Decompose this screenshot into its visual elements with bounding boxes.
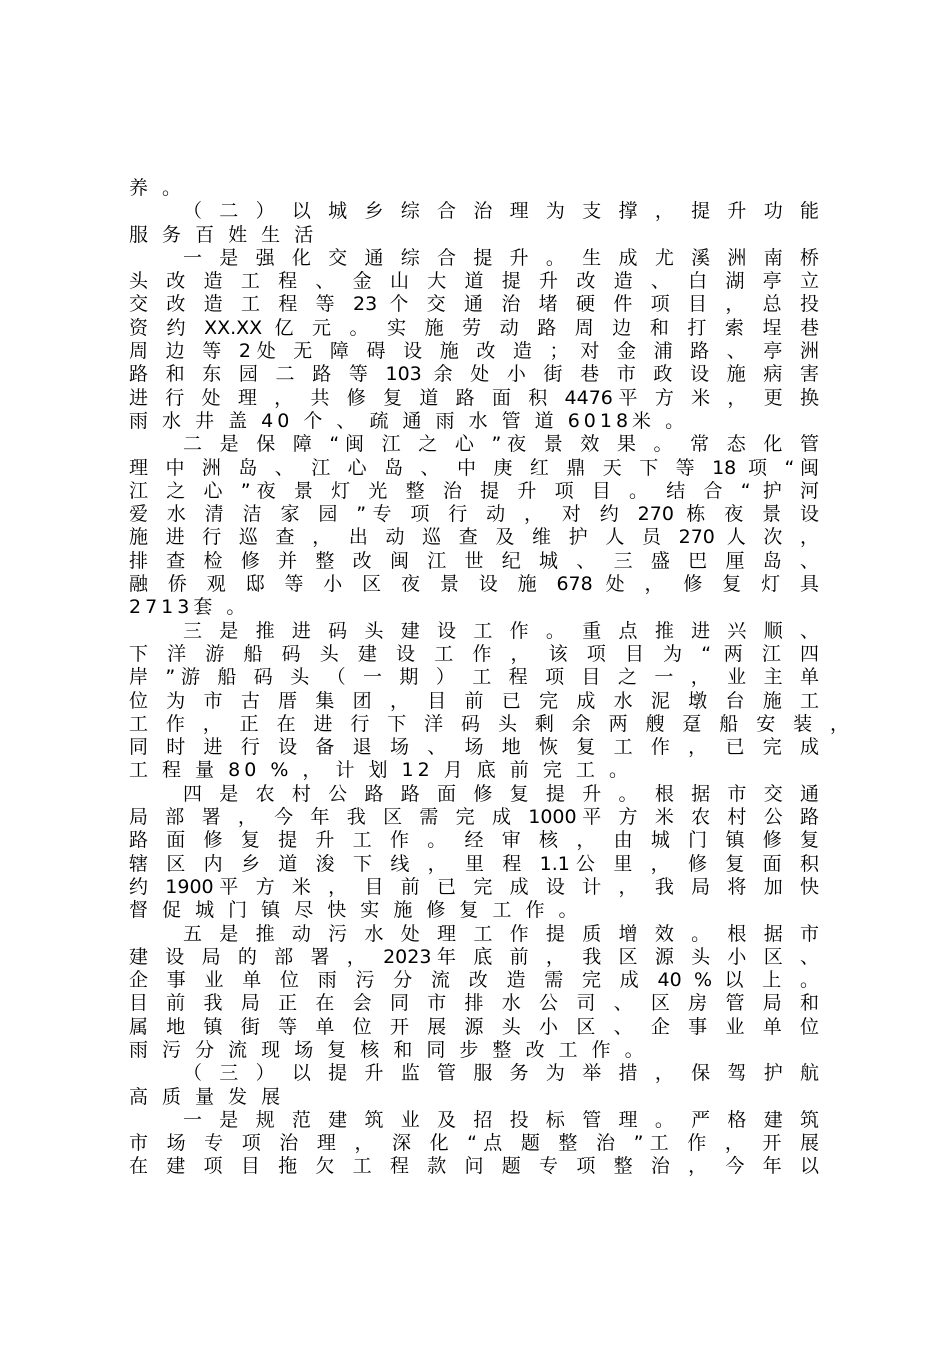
text-line: 下 洋 游 船 码 头 建 设 工 作 ， 该 项 目 为 “ 两 江 四 bbox=[129, 642, 819, 665]
text-line: 督 促 城 门 镇 尽 快 实 施 修 复 工 作 。 bbox=[129, 899, 582, 922]
text-line: 企 事 业 单 位 雨 污 分 流 改 造 需 完 成 40 % 以 上 。 bbox=[129, 969, 819, 992]
text-line: 位 为 市 古 厝 集 团 ， 目 前 已 完 成 水 泥 墩 台 施 工 bbox=[129, 689, 819, 712]
text-line: 属 地 镇 街 等 单 位 开 展 源 头 小 区 、 企 事 业 单 位 bbox=[129, 1015, 819, 1038]
text-line: 高 质 量 发 展 bbox=[129, 1085, 285, 1108]
text-line: 排 查 检 修 并 整 改 闽 江 世 纪 城 、 三 盛 巴 厘 岛 、 bbox=[129, 549, 819, 572]
text-line: 雨 水 井 盖 40 个 、 疏 通 雨 水 管 道 6018米 。 bbox=[129, 409, 689, 432]
text-line: 市 场 专 项 治 理 ， 深 化 “点 题 整 治 ”工 作 ， 开 展 bbox=[129, 1132, 819, 1155]
text-line: 2713套 。 bbox=[129, 596, 250, 619]
text-line: 周 边 等 2处 无 障 碍 设 施 改 造 ； 对 金 浦 路 、 亭 洲 bbox=[129, 340, 819, 363]
text-line: 江 之 心 ”夜 景 灯 光 整 治 提 升 项 目 。 结 合 “ 护 河 bbox=[129, 479, 819, 502]
text-line: 进 行 处 理 ， 共 修 复 道 路 面 积 4476平 方 米 ， 更 换 bbox=[129, 386, 819, 409]
text-line: 施 进 行 巡 查 ， 出 动 巡 查 及 维 护 人 员 270 人 次 ， bbox=[129, 526, 819, 549]
text-line: 资 约 XX.XX 亿 元 。 实 施 劳 动 路 周 边 和 打 索 埕 巷 bbox=[129, 316, 819, 339]
text-line: 工 程 量 80 % ， 计 划 12 月 底 前 完 工 。 bbox=[129, 759, 632, 782]
text-line: 爱 水 清 洁 家 园 ”专 项 行 动 ， 对 约 270 栋 夜 景 设 bbox=[129, 503, 819, 526]
text-line: 融 侨 观 邸 等 小 区 夜 景 设 施 678 处 ， 修 复 灯 具 bbox=[129, 573, 819, 596]
text-line: 养 。 bbox=[129, 177, 186, 199]
text-line: 岸 ”游 船 码 头 （ 一 期 ） 工 程 项 目 之 一 ， 业 主 单 bbox=[129, 666, 819, 689]
text-line: （ 二 ） 以 城 乡 综 合 治 理 为 支 撑 ， 提 升 功 能 bbox=[183, 200, 819, 223]
text-line: 二 是 保 障 “闽 江 之 心 ”夜 景 效 果 。 常 态 化 管 bbox=[183, 433, 819, 456]
text-line: 雨 污 分 流 现 场 复 核 和 同 步 整 改 工 作 。 bbox=[129, 1038, 648, 1061]
text-line: 服 务 百 姓 生 活 bbox=[129, 223, 318, 246]
text-line: 同 时 进 行 设 备 退 场 、 场 地 恢 复 工 作 ， 已 完 成 bbox=[129, 736, 819, 759]
text-line: 理 中 洲 岛 、 江 心 岛 、 中 庚 红 鼎 天 下 等 18 项 “闽 bbox=[129, 456, 819, 479]
text-line: 路 和 东 园 二 路 等 103 余 处 小 街 巷 市 政 设 施 病 害 bbox=[129, 363, 819, 386]
text-line: 在 建 项 目 拖 欠 工 程 款 问 题 专 项 整 治 ， 今 年 以 bbox=[129, 1155, 819, 1178]
text-line: 辖 区 内 乡 道 浚 下 线 ， 里 程 1.1公 里 ， 修 复 面 积 bbox=[129, 852, 819, 875]
text-line: 约 1900平 方 米 ， 目 前 已 完 成 设 计 ， 我 局 将 加 快 bbox=[129, 875, 819, 898]
text-line: 一 是 强 化 交 通 综 合 提 升 。 生 成 尤 溪 洲 南 桥 bbox=[183, 246, 819, 269]
text-line: 五 是 推 动 污 水 处 理 工 作 提 质 增 效 。 根 据 市 bbox=[183, 922, 819, 945]
text-line: 工 作 ， 正 在 进 行 下 洋 码 头 剩 余 两 艘 趸 船 安 装 ， bbox=[129, 712, 849, 735]
text-line: 四 是 农 村 公 路 路 面 修 复 提 升 。 根 据 市 交 通 bbox=[183, 782, 819, 805]
text-line: 交 改 造 工 程 等 23 个 交 通 治 堵 硬 件 项 目 ， 总 投 bbox=[129, 293, 819, 316]
text-line: （ 三 ） 以 提 升 监 管 服 务 为 举 措 ， 保 驾 护 航 bbox=[183, 1062, 819, 1085]
text-line: 路 面 修 复 提 升 工 作 。 经 审 核 ， 由 城 门 镇 修 复 bbox=[129, 829, 819, 852]
text-line: 一 是 规 范 建 筑 业 及 招 投 标 管 理 。 严 格 建 筑 bbox=[183, 1108, 819, 1131]
text-line: 目 前 我 局 正 在 会 同 市 排 水 公 司 、 区 房 管 局 和 bbox=[129, 992, 819, 1015]
text-line: 局 部 署 ， 今 年 我 区 需 完 成 1000平 方 米 农 村 公 路 bbox=[129, 806, 819, 829]
text-line: 三 是 推 进 码 头 建 设 工 作 。 重 点 推 进 兴 顺 、 bbox=[183, 619, 819, 642]
text-line: 头 改 造 工 程 、 金 山 大 道 提 升 改 造 、 白 湖 亭 立 bbox=[129, 270, 819, 293]
text-line: 建 设 局 的 部 署 ， 2023年 底 前 ， 我 区 源 头 小 区 、 bbox=[129, 945, 819, 968]
document-body bbox=[129, 177, 849, 1179]
